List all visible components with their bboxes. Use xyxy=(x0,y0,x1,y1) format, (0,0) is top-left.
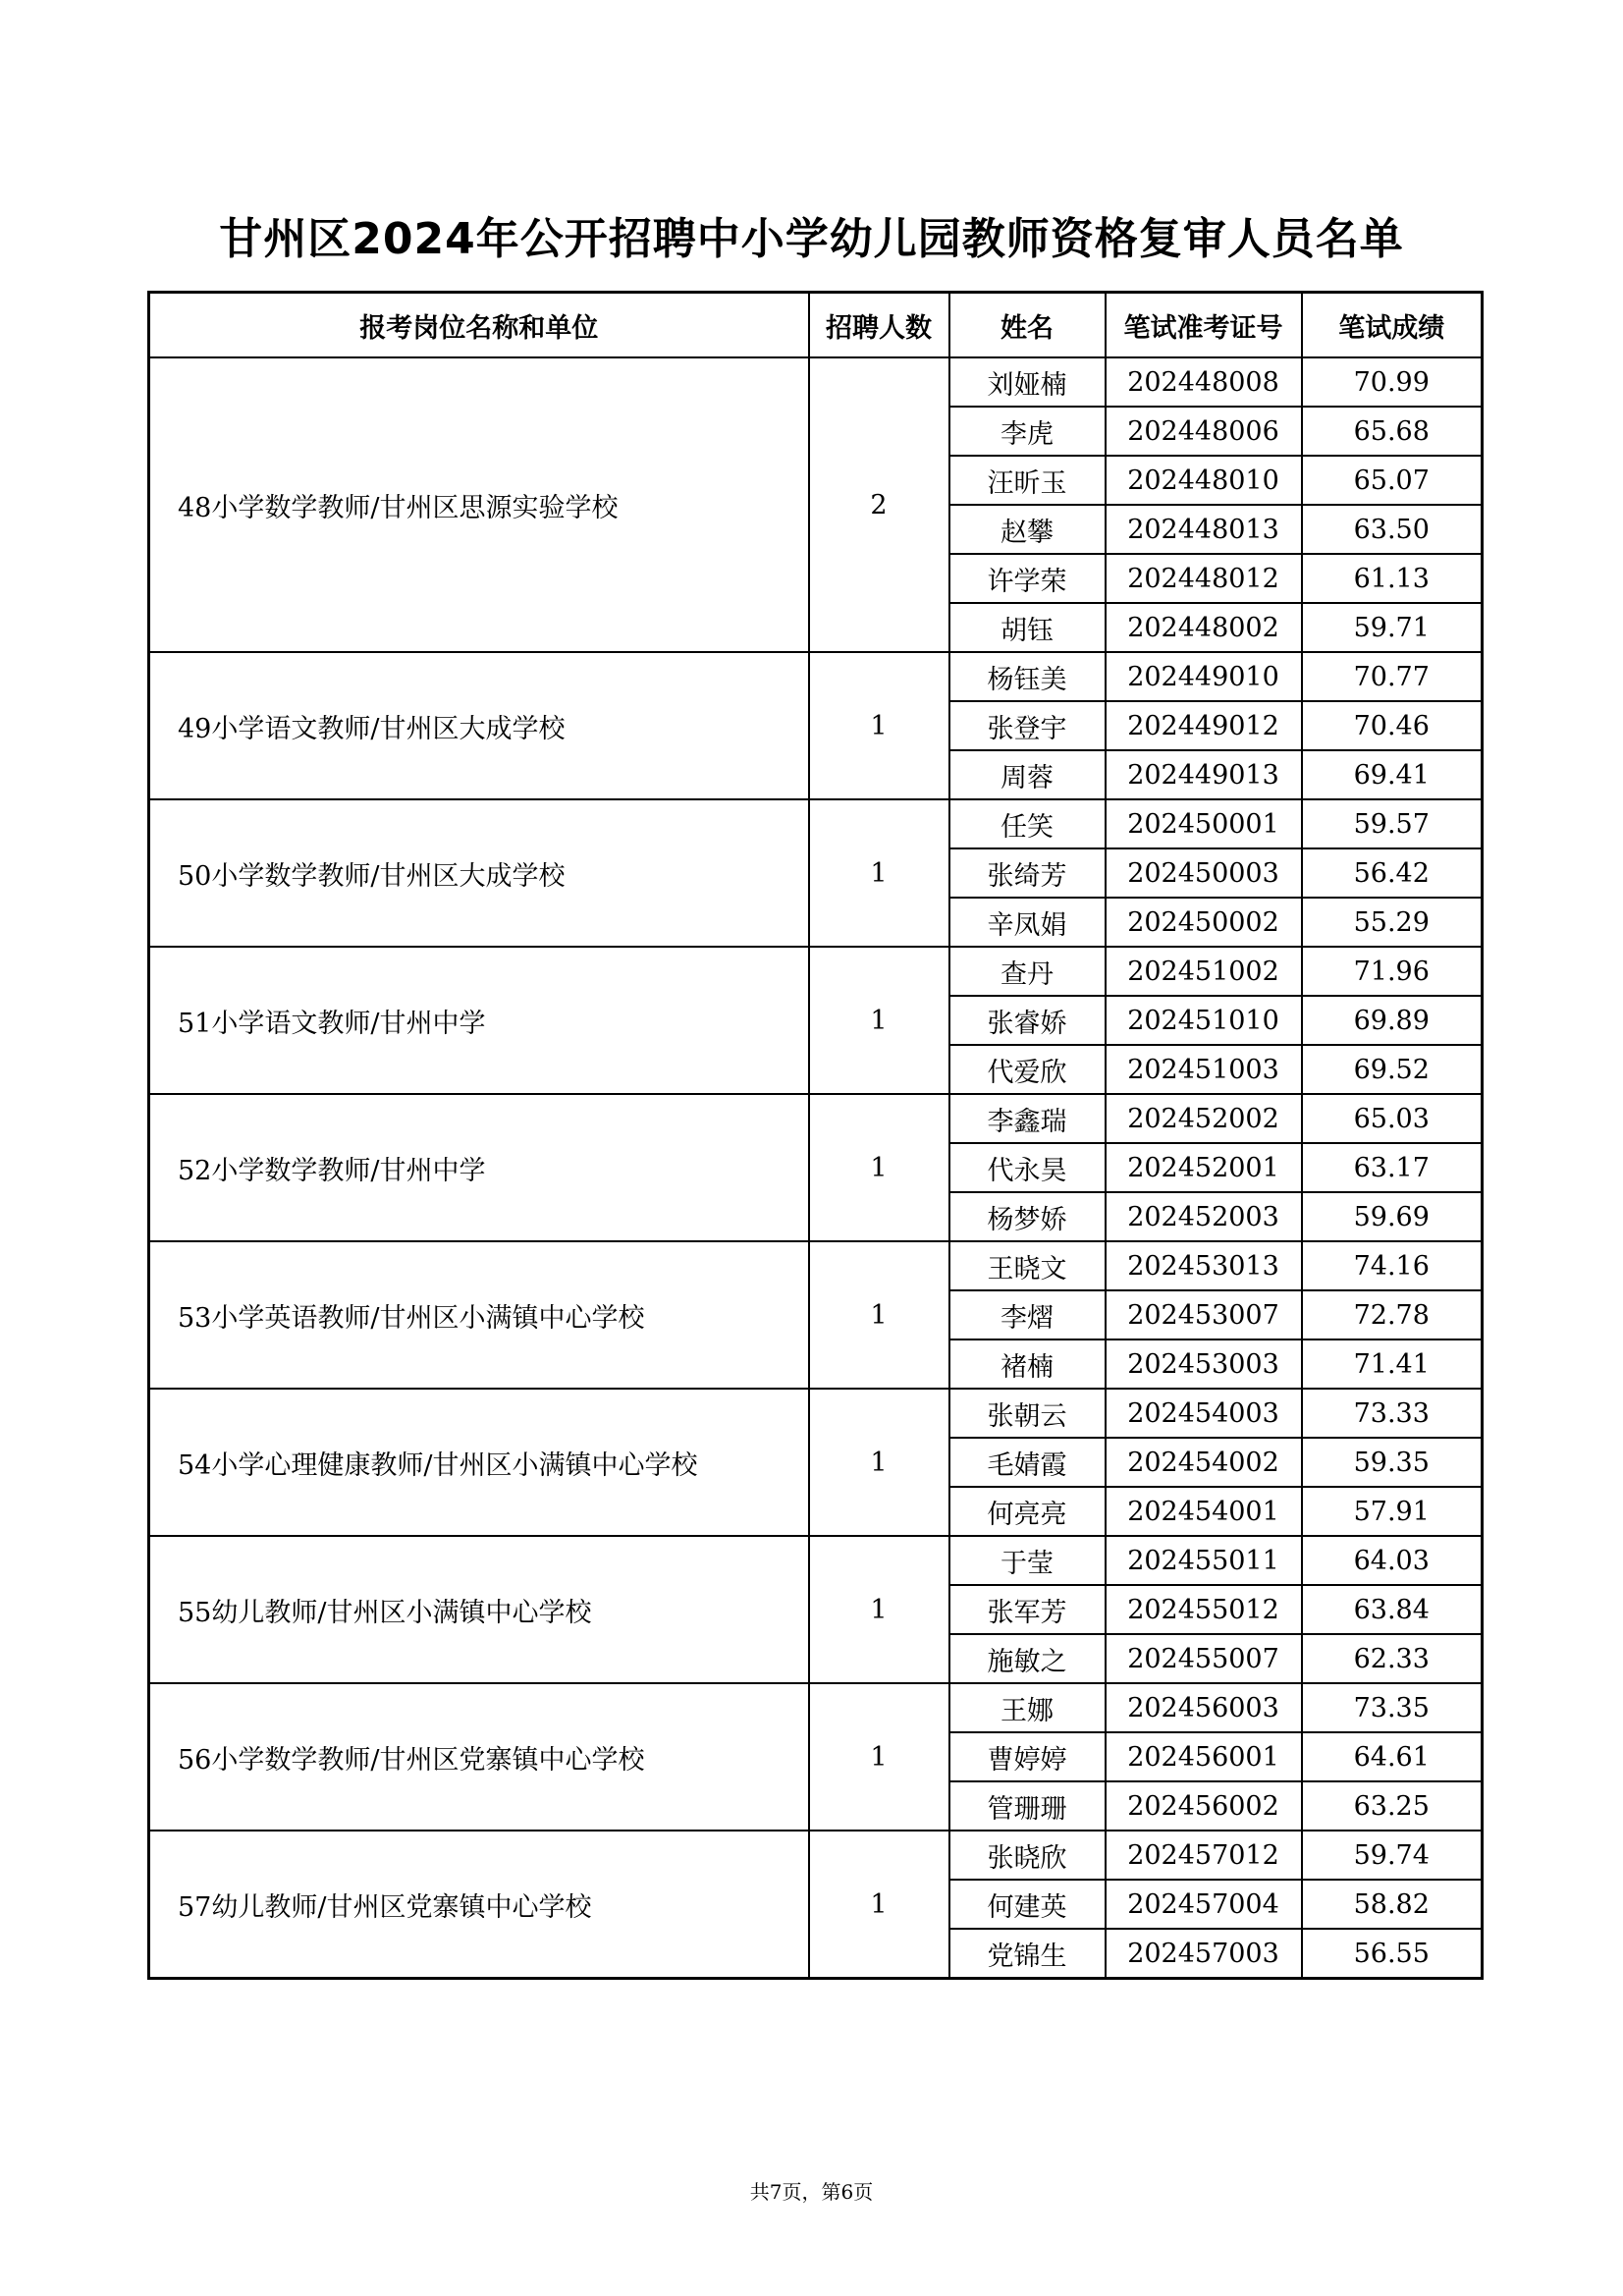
score-cell: 72.78 xyxy=(1302,1290,1483,1339)
quota-cell: 1 xyxy=(809,1831,949,1979)
name-cell: 李熠 xyxy=(949,1290,1106,1339)
ticket-number-cell: 202455007 xyxy=(1106,1634,1302,1683)
ticket-number-cell: 202456003 xyxy=(1106,1683,1302,1732)
name-cell: 代爱欣 xyxy=(949,1045,1106,1094)
score-cell: 73.35 xyxy=(1302,1683,1483,1732)
table-row xyxy=(149,1536,1483,1585)
quota-cell: 1 xyxy=(809,1683,949,1831)
name-cell: 赵攀 xyxy=(949,505,1106,554)
ticket-number-cell: 202457003 xyxy=(1106,1929,1302,1979)
ticket-number-cell: 202454002 xyxy=(1106,1438,1302,1487)
score-cell: 59.69 xyxy=(1302,1192,1483,1241)
ticket-number-cell: 202451003 xyxy=(1106,1045,1302,1094)
ticket-number-cell: 202448002 xyxy=(1106,603,1302,652)
name-cell: 查丹 xyxy=(949,947,1106,996)
quota-cell: 1 xyxy=(809,652,949,799)
score-cell: 70.77 xyxy=(1302,652,1483,701)
table-row xyxy=(149,1389,1483,1438)
name-cell: 李虎 xyxy=(949,407,1106,456)
score-cell: 65.68 xyxy=(1302,407,1483,456)
score-cell: 69.41 xyxy=(1302,750,1483,799)
ticket-number-cell: 202453007 xyxy=(1106,1290,1302,1339)
ticket-number-cell: 202448006 xyxy=(1106,407,1302,456)
ticket-number-cell: 202449012 xyxy=(1106,701,1302,750)
ticket-number-cell: 202450003 xyxy=(1106,848,1302,898)
ticket-number-cell: 202448008 xyxy=(1106,357,1302,407)
header-ticket-number: 笔试准考证号 xyxy=(1106,293,1302,358)
page-title: 甘州区2024年公开招聘中小学幼儿园教师资格复审人员名单 xyxy=(219,214,1404,264)
position-cell: 53小学英语教师/甘州区小满镇中心学校 xyxy=(149,1241,809,1389)
ticket-number-cell: 202450001 xyxy=(1106,799,1302,848)
header-score: 笔试成绩 xyxy=(1302,293,1483,358)
name-cell: 张晓欣 xyxy=(949,1831,1106,1880)
name-cell: 许学荣 xyxy=(949,554,1106,603)
ticket-number-cell: 202449013 xyxy=(1106,750,1302,799)
score-cell: 57.91 xyxy=(1302,1487,1483,1536)
name-cell: 褚楠 xyxy=(949,1339,1106,1389)
name-cell: 辛凤娟 xyxy=(949,898,1106,947)
ticket-number-cell: 202452001 xyxy=(1106,1143,1302,1192)
score-cell: 58.82 xyxy=(1302,1880,1483,1929)
name-cell: 施敏之 xyxy=(949,1634,1106,1683)
ticket-number-cell: 202450002 xyxy=(1106,898,1302,947)
quota-cell: 2 xyxy=(809,357,949,652)
ticket-number-cell: 202457004 xyxy=(1106,1880,1302,1929)
position-cell: 56小学数学教师/甘州区党寨镇中心学校 xyxy=(149,1683,809,1831)
quota-cell: 1 xyxy=(809,1536,949,1683)
score-cell: 70.46 xyxy=(1302,701,1483,750)
name-cell: 周蓉 xyxy=(949,750,1106,799)
name-cell: 代永昊 xyxy=(949,1143,1106,1192)
ticket-number-cell: 202448012 xyxy=(1106,554,1302,603)
quota-cell: 1 xyxy=(809,799,949,947)
name-cell: 张登宇 xyxy=(949,701,1106,750)
name-cell: 王娜 xyxy=(949,1683,1106,1732)
ticket-number-cell: 202451002 xyxy=(1106,947,1302,996)
name-cell: 李鑫瑞 xyxy=(949,1094,1106,1143)
name-cell: 何亮亮 xyxy=(949,1487,1106,1536)
table-row xyxy=(149,1094,1483,1143)
header-position: 报考岗位名称和单位 xyxy=(149,293,809,358)
ticket-number-cell: 202452003 xyxy=(1106,1192,1302,1241)
table-row xyxy=(149,652,1483,701)
score-cell: 65.03 xyxy=(1302,1094,1483,1143)
table-body xyxy=(149,357,1483,1979)
name-cell: 于莹 xyxy=(949,1536,1106,1585)
score-cell: 59.57 xyxy=(1302,799,1483,848)
table-row xyxy=(149,1831,1483,1880)
score-cell: 55.29 xyxy=(1302,898,1483,947)
position-cell: 48小学数学教师/甘州区思源实验学校 xyxy=(149,357,809,652)
ticket-number-cell: 202456001 xyxy=(1106,1732,1302,1781)
ticket-number-cell: 202449010 xyxy=(1106,652,1302,701)
score-cell: 74.16 xyxy=(1302,1241,1483,1290)
quota-cell: 1 xyxy=(809,947,949,1094)
table-row xyxy=(149,947,1483,996)
score-cell: 63.17 xyxy=(1302,1143,1483,1192)
candidate-table xyxy=(147,291,1484,1980)
score-cell: 64.61 xyxy=(1302,1732,1483,1781)
name-cell: 曹婷婷 xyxy=(949,1732,1106,1781)
score-cell: 63.50 xyxy=(1302,505,1483,554)
ticket-number-cell: 202454001 xyxy=(1106,1487,1302,1536)
score-cell: 70.99 xyxy=(1302,357,1483,407)
ticket-number-cell: 202453003 xyxy=(1106,1339,1302,1389)
score-cell: 56.55 xyxy=(1302,1929,1483,1979)
quota-cell: 1 xyxy=(809,1241,949,1389)
score-cell: 63.84 xyxy=(1302,1585,1483,1634)
position-cell: 55幼儿教师/甘州区小满镇中心学校 xyxy=(149,1536,809,1683)
ticket-number-cell: 202454003 xyxy=(1106,1389,1302,1438)
table-header-row xyxy=(149,293,1483,358)
score-cell: 69.89 xyxy=(1302,996,1483,1045)
ticket-number-cell: 202448010 xyxy=(1106,456,1302,505)
ticket-number-cell: 202452002 xyxy=(1106,1094,1302,1143)
position-cell: 57幼儿教师/甘州区党寨镇中心学校 xyxy=(149,1831,809,1979)
ticket-number-cell: 202455011 xyxy=(1106,1536,1302,1585)
position-cell: 49小学语文教师/甘州区大成学校 xyxy=(149,652,809,799)
ticket-number-cell: 202456002 xyxy=(1106,1781,1302,1831)
score-cell: 59.74 xyxy=(1302,1831,1483,1880)
ticket-number-cell: 202457012 xyxy=(1106,1831,1302,1880)
quota-cell: 1 xyxy=(809,1094,949,1241)
position-cell: 51小学语文教师/甘州中学 xyxy=(149,947,809,1094)
name-cell: 毛婧霞 xyxy=(949,1438,1106,1487)
score-cell: 71.41 xyxy=(1302,1339,1483,1389)
name-cell: 胡钰 xyxy=(949,603,1106,652)
score-cell: 69.52 xyxy=(1302,1045,1483,1094)
table-row xyxy=(149,799,1483,848)
name-cell: 汪昕玉 xyxy=(949,456,1106,505)
name-cell: 张睿娇 xyxy=(949,996,1106,1045)
table-row xyxy=(149,1683,1483,1732)
table-row xyxy=(149,1241,1483,1290)
page-footer: 共7页，第6页 xyxy=(749,2180,874,2204)
ticket-number-cell: 202453013 xyxy=(1106,1241,1302,1290)
position-cell: 52小学数学教师/甘州中学 xyxy=(149,1094,809,1241)
name-cell: 杨梦娇 xyxy=(949,1192,1106,1241)
score-cell: 63.25 xyxy=(1302,1781,1483,1831)
position-cell: 54小学心理健康教师/甘州区小满镇中心学校 xyxy=(149,1389,809,1536)
score-cell: 61.13 xyxy=(1302,554,1483,603)
ticket-number-cell: 202448013 xyxy=(1106,505,1302,554)
name-cell: 王晓文 xyxy=(949,1241,1106,1290)
name-cell: 管珊珊 xyxy=(949,1781,1106,1831)
name-cell: 党锦生 xyxy=(949,1929,1106,1979)
name-cell: 张军芳 xyxy=(949,1585,1106,1634)
score-cell: 65.07 xyxy=(1302,456,1483,505)
score-cell: 59.35 xyxy=(1302,1438,1483,1487)
score-cell: 64.03 xyxy=(1302,1536,1483,1585)
score-cell: 59.71 xyxy=(1302,603,1483,652)
score-cell: 73.33 xyxy=(1302,1389,1483,1438)
header-quota: 招聘人数 xyxy=(809,293,949,358)
ticket-number-cell: 202455012 xyxy=(1106,1585,1302,1634)
quota-cell: 1 xyxy=(809,1389,949,1536)
header-name: 姓名 xyxy=(949,293,1106,358)
name-cell: 张绮芳 xyxy=(949,848,1106,898)
score-cell: 56.42 xyxy=(1302,848,1483,898)
name-cell: 任笑 xyxy=(949,799,1106,848)
score-cell: 71.96 xyxy=(1302,947,1483,996)
name-cell: 刘娅楠 xyxy=(949,357,1106,407)
ticket-number-cell: 202451010 xyxy=(1106,996,1302,1045)
score-cell: 62.33 xyxy=(1302,1634,1483,1683)
table-row xyxy=(149,357,1483,407)
name-cell: 张朝云 xyxy=(949,1389,1106,1438)
name-cell: 杨钰美 xyxy=(949,652,1106,701)
name-cell: 何建英 xyxy=(949,1880,1106,1929)
position-cell: 50小学数学教师/甘州区大成学校 xyxy=(149,799,809,947)
